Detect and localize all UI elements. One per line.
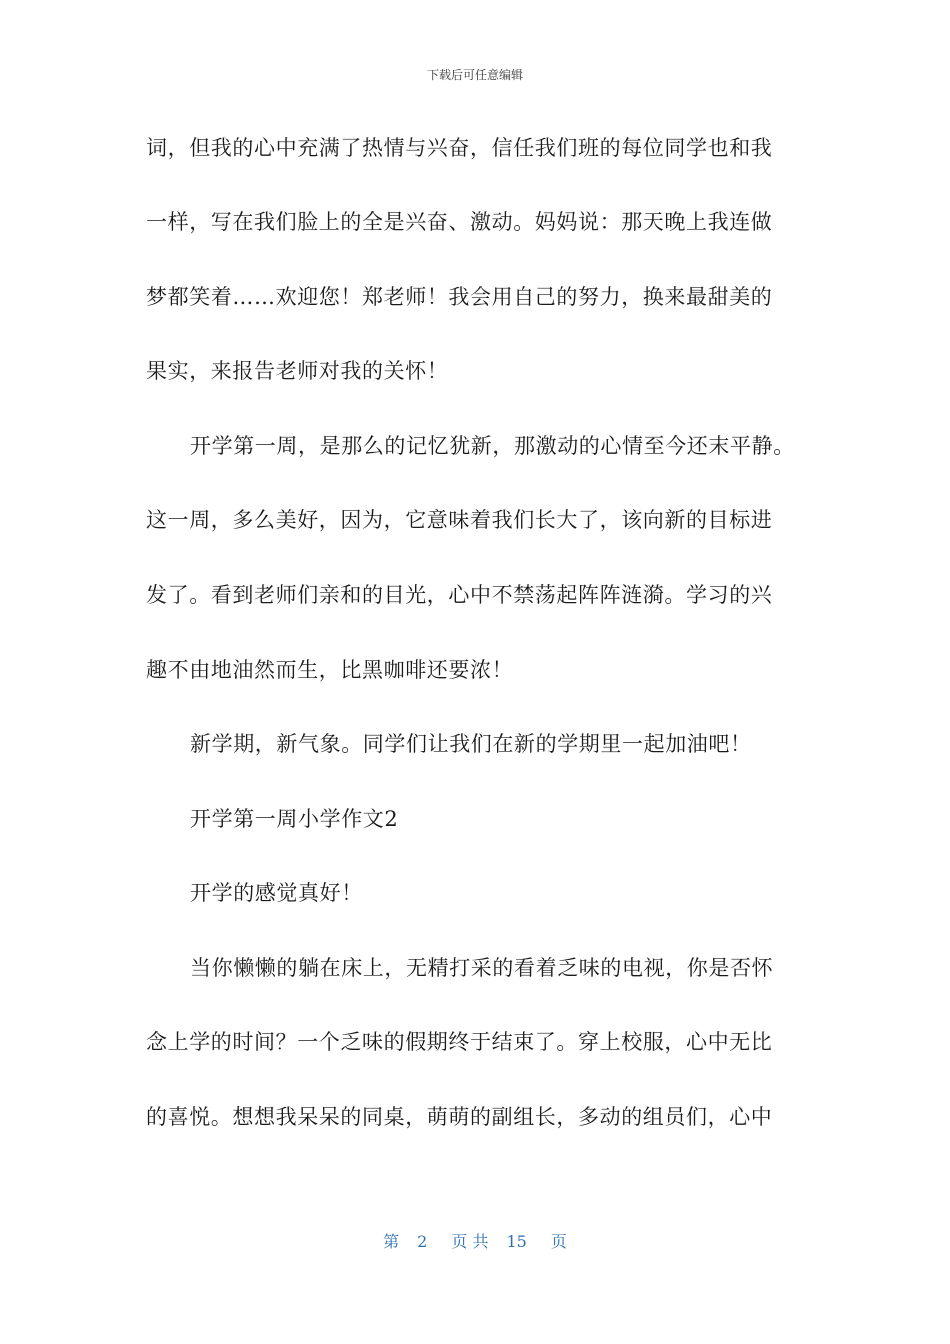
footer-prefix: 第	[383, 1232, 400, 1251]
body-line-9: 新学期，新气象。同学们让我们在新的学期里一起加油吧！	[190, 732, 752, 756]
footer-total-pages: 15	[506, 1232, 527, 1251]
body-line-5: 开学第一周，是那么的记忆犹新，那激动的心情至今还末平静。	[190, 434, 795, 458]
page-footer	[0, 1229, 950, 1252]
body-line-2: 一样，写在我们脸上的全是兴奋、激动。妈妈说：那天晚上我连做	[146, 210, 773, 234]
body-line-7: 发了。看到老师们亲和的目光，心中不禁荡起阵阵涟漪。学习的兴	[146, 583, 773, 607]
body-line-8: 趣不由地油然而生，比黑咖啡还要浓！	[146, 658, 514, 682]
body-line-3: 梦都笑着……欢迎您！郑老师！我会用自己的努力，换来最甜美的	[146, 285, 773, 309]
footer-page-number: 2	[417, 1232, 428, 1251]
body-line-4: 果实，来报告老师对我的关怀！	[146, 359, 449, 383]
body-line-1: 词，但我的心中充满了热情与兴奋，信任我们班的每位同学也和我	[146, 136, 773, 160]
body-line-13: 念上学的时间？一个乏味的假期终于结束了。穿上校服，心中无比	[146, 1030, 773, 1054]
footer-middle: 页 共	[451, 1232, 489, 1251]
body-line-14: 的喜悦。想想我呆呆的同桌，萌萌的副组长，多动的组员们，心中	[146, 1105, 773, 1129]
page-header: 下载后可任意编辑	[426, 68, 523, 82]
footer-suffix: 页	[550, 1232, 567, 1251]
body-line-11: 开学的感觉真好！	[190, 881, 363, 905]
section-title: 开学第一周小学作文2	[190, 807, 399, 831]
body-line-6: 这一周，多么美好，因为，它意味着我们长大了，该向新的目标进	[146, 508, 773, 532]
body-line-12: 当你懒懒的躺在床上，无精打采的看着乏味的电视，你是否怀	[190, 956, 774, 980]
